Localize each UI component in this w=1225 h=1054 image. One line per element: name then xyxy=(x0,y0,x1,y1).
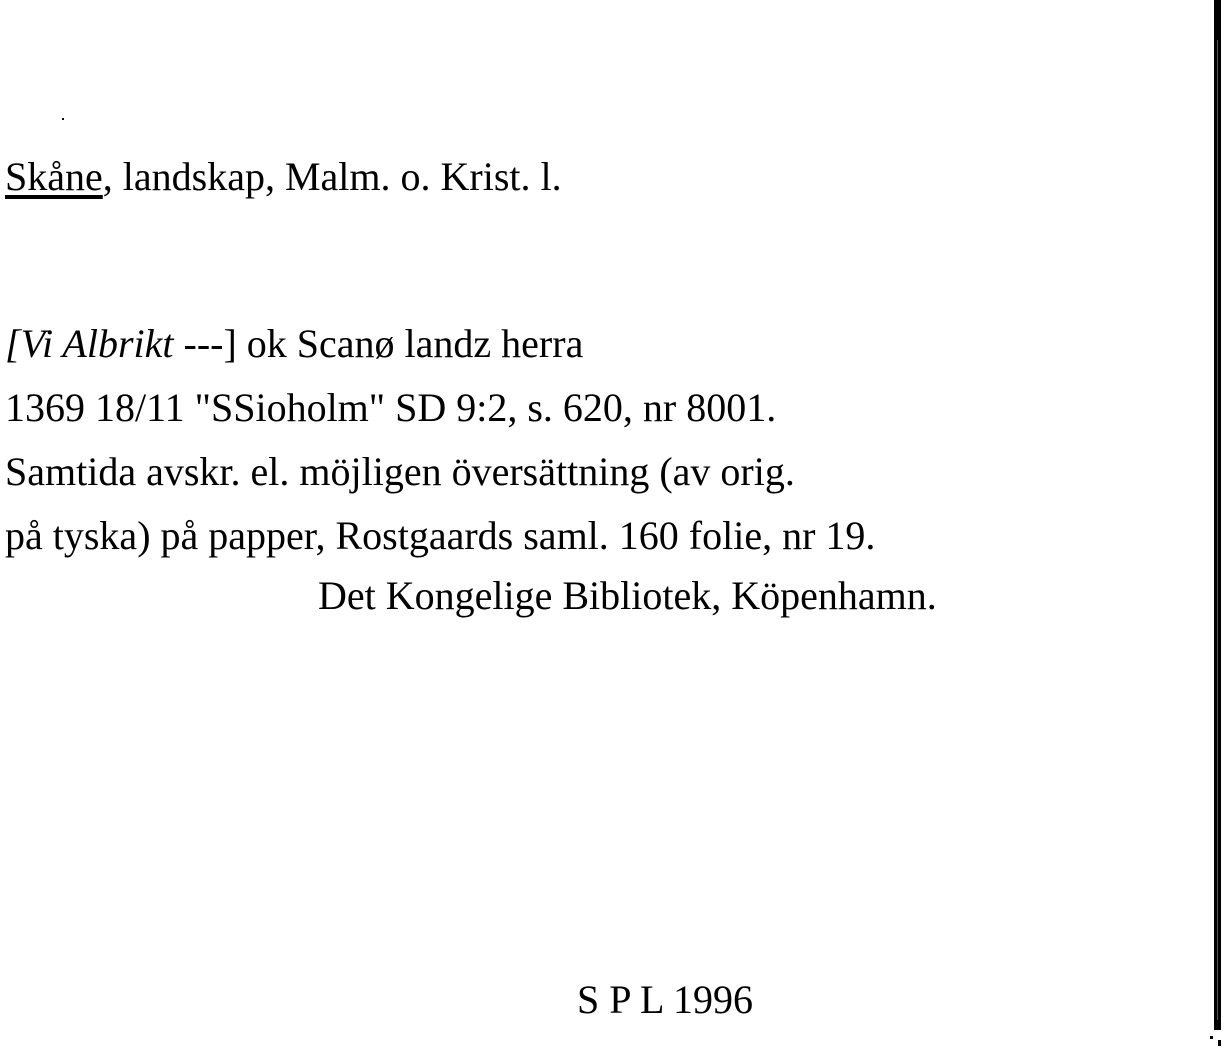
document-description-line-1: Samtida avskr. el. möjligen översättning (av orig. xyxy=(5,449,795,494)
quoted-text-rest: ---] ok Scanø landz herra xyxy=(173,321,584,366)
document-description-line-2: på tyska) på papper, Rostgaards saml. 160 folie, nr 19. xyxy=(5,513,876,558)
source-citation: 1369 18/11 "SSioholm" SD 9:2, s. 620, nr 8001. xyxy=(5,385,777,430)
signature-line: S P L 1996 xyxy=(577,977,753,1022)
scan-speck xyxy=(62,118,64,120)
quoted-text xyxy=(5,320,583,368)
quoted-text-italic: [Vi Albrikt xyxy=(5,321,174,366)
heading-description: , landskap, Malm. o. Krist. l. xyxy=(102,154,562,199)
card-heading xyxy=(5,153,562,201)
card-edge-shadow xyxy=(1217,40,1218,1020)
scan-speck xyxy=(1210,1036,1213,1039)
heading-place-name: Skåne xyxy=(5,154,103,199)
archive-location: Det Kongelige Bibliotek, Köpenhamn. xyxy=(318,573,937,618)
scan-speck xyxy=(1218,1040,1221,1046)
